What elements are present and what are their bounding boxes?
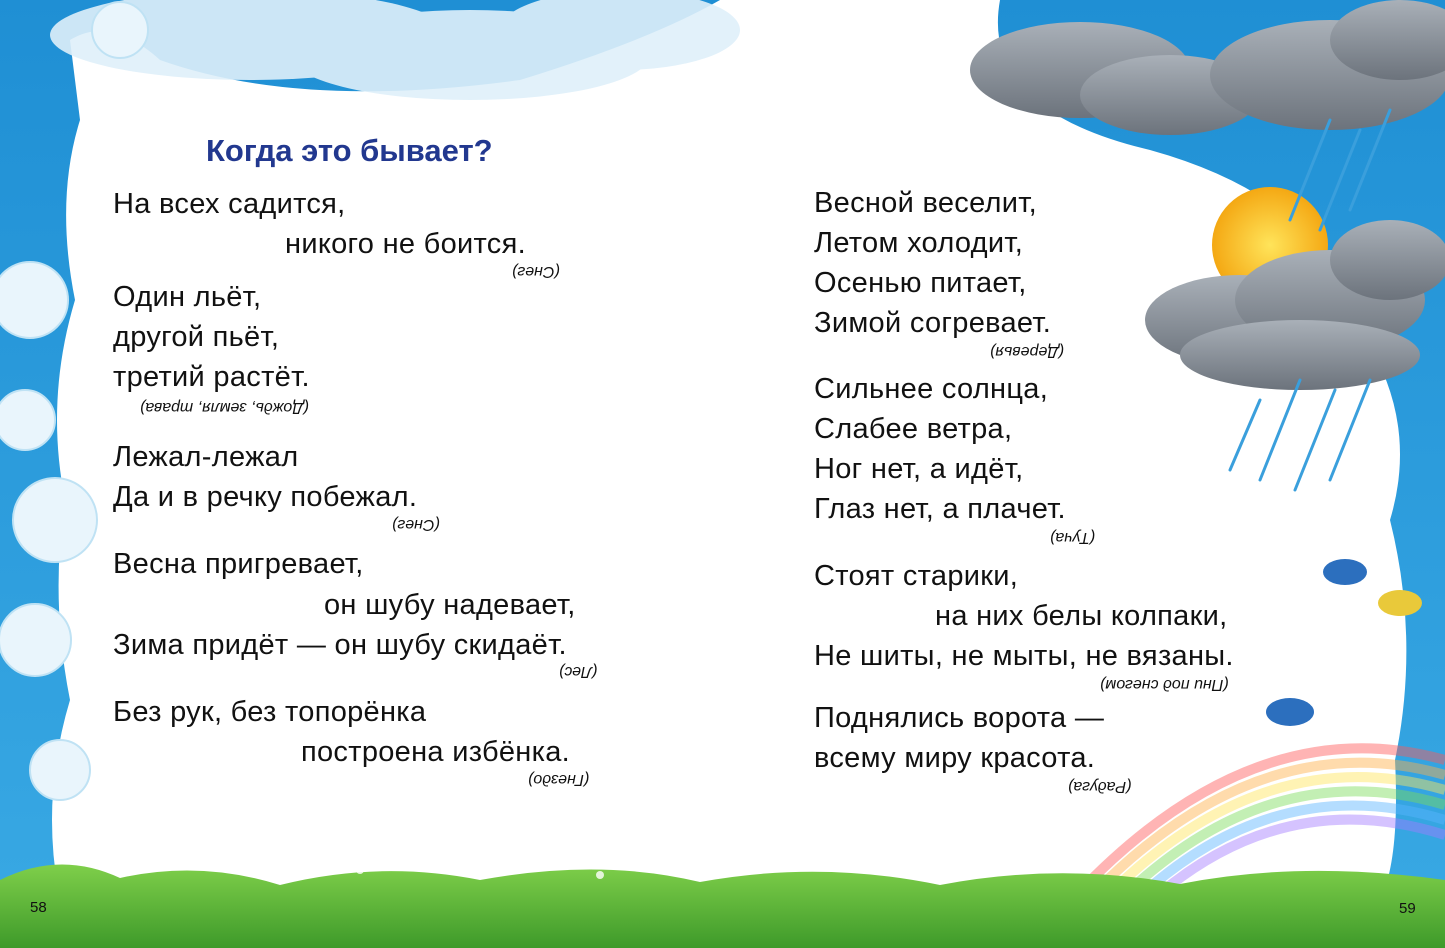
riddle-line: На всех садится, xyxy=(113,188,346,220)
riddle-answer: (Лес) xyxy=(559,663,598,680)
page-title: Когда это бывает? xyxy=(206,133,493,168)
riddle-line: Сильнее солнца, xyxy=(814,373,1049,405)
riddle-line: Поднялись ворота — xyxy=(814,702,1105,734)
page-number-right: 59 xyxy=(1399,900,1416,917)
riddle-line: Осенью питает, xyxy=(814,267,1027,299)
riddle-line: Без рук, без топорёнка xyxy=(113,696,427,728)
riddle-line: Глаз нет, а плачет. xyxy=(814,493,1066,525)
riddle-line: Да и в речку побежал. xyxy=(113,481,418,513)
riddle-answer: (Пни под снегом) xyxy=(1100,676,1229,693)
riddle-line: Лежал-лежал xyxy=(113,441,299,473)
riddle-line: Не шиты, не мыты, не вязаны. xyxy=(814,640,1234,672)
riddle-answer: (Дождь, земля, трава) xyxy=(140,399,309,416)
riddle-answer: (Деревья) xyxy=(990,343,1064,360)
riddle-line: построена избёнка. xyxy=(301,736,571,768)
page-number-left: 58 xyxy=(30,899,47,916)
riddle-answer: (Туча) xyxy=(1050,529,1096,546)
riddle-line: Слабее ветра, xyxy=(814,413,1013,445)
riddle-line: на них белы колпаки, xyxy=(935,600,1228,632)
riddle-line: он шубу надевает, xyxy=(324,589,576,621)
riddle-line: Зимой согревает. xyxy=(814,307,1052,339)
riddle-line: Весна пригревает, xyxy=(113,548,364,580)
riddle-line: Весной веселит, xyxy=(814,187,1037,219)
riddle-line: Летом холодит, xyxy=(814,227,1024,259)
riddle-answer: (Гнездо) xyxy=(528,771,590,788)
riddle-line: всему миру красота. xyxy=(814,742,1096,774)
riddle-line: Зима придёт — он шубу скидаёт. xyxy=(113,629,567,661)
riddle-line: Ног нет, а идёт, xyxy=(814,453,1024,485)
riddle-line: Один льёт, xyxy=(113,281,262,313)
riddle-answer: (Радуга) xyxy=(1068,778,1132,795)
riddle-line: никого не боится. xyxy=(285,228,526,260)
riddle-answer: (Снег) xyxy=(512,263,560,280)
riddle-line: другой пьёт, xyxy=(113,321,280,353)
riddle-answer: (Снег) xyxy=(392,516,440,533)
riddle-line: Стоят старики, xyxy=(814,560,1019,592)
riddle-line: третий растёт. xyxy=(113,361,310,393)
